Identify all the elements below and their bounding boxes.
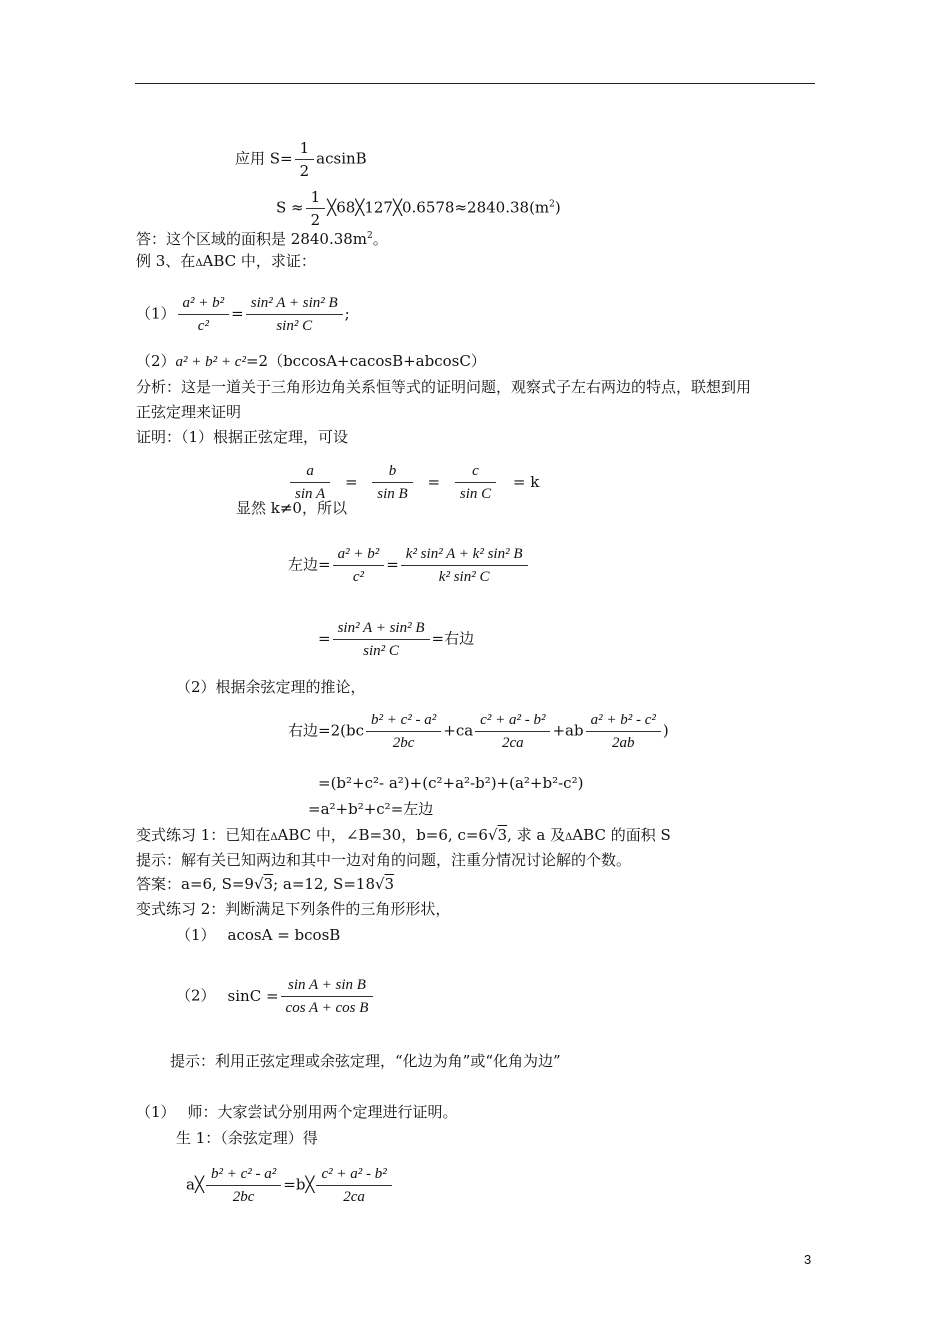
numerator: a [290,460,330,483]
fraction [372,460,412,505]
cosine-law-expansion [288,709,669,754]
denominator: 2bc [232,1189,255,1205]
sum-expansion: =(b²+c²- a²)+(c²+a²-b²)+(a²+b²-c²) [318,774,584,792]
text: = [318,629,331,648]
text: 左边= [288,555,331,574]
denominator: sin A [295,486,326,502]
text: +ca [443,721,474,740]
text: 应用 S= [235,149,293,168]
text: , 求 a 及 [507,826,566,844]
expression: a² + b² + c² [175,354,246,370]
fraction [295,137,315,182]
text: 变式练习 1：已知在 [136,826,271,844]
page-number: 3 [804,1252,812,1267]
fraction [316,1163,391,1208]
text: ABC 中，求证： [202,252,316,270]
text: =2（bccosA+cacosB+abcosC） [245,352,486,370]
superscript: 2 [549,199,555,210]
cosine-law-intro: （2）根据余弦定理的推论， [176,678,366,696]
fraction [333,617,430,662]
proof-intro: 证明：（1）根据正弦定理，可设 [136,428,349,446]
text: sinC = [227,986,279,1005]
text: +ab [552,721,584,740]
text: 。 [372,230,388,248]
denominator: 2bc [392,735,415,751]
exercise-2-item-2 [176,974,375,1019]
denominator: 2ca [343,1189,365,1205]
text: acosA = bcosB [227,926,341,944]
numerator: b [372,460,412,483]
denominator: cos A + cos B [285,1000,369,1016]
text: ) [554,198,561,217]
label: （2） [176,986,216,1005]
sum-result: =a²+b²+c²=左边 [308,800,434,818]
denominator: sin² C [276,318,313,334]
triangle-symbol: Δ [270,832,278,843]
denominator: 2 [310,211,321,229]
text: ABC 的面积 S [572,826,671,844]
left-side-derivation [288,543,530,588]
text: ╳68╳127╳0.6578≈2840.38(m [327,198,550,217]
analysis-line-1: 分析：这是一道关于三角形边角关系恒等式的证明问题，观察式子左右两边的特点，联想到用 [136,378,752,396]
fraction [306,186,326,231]
numerator: b² + c² - a² [206,1163,281,1186]
denominator: 2ab [611,735,635,751]
text: 答：这个区域的面积是 2840.38m [136,230,368,248]
fraction [178,292,230,337]
text: ABC 中， [277,826,346,844]
denominator: sin C [459,486,492,502]
claim-1 [136,292,350,337]
sqrt-sign: √ [374,875,385,893]
area-calc [276,186,561,231]
radicand: 3 [263,875,274,893]
fraction [281,974,374,1019]
teacher-line [136,1102,458,1122]
exercise-2: 变式练习 2：判断满足下列条件的三角形形状， [136,900,451,918]
fraction [366,709,441,754]
text: 师：大家尝试分别用两个定理进行证明。 [187,1103,458,1121]
student-line: 生 1：（余弦定理）得 [176,1129,318,1147]
label: （2） [136,352,176,370]
text: = [427,472,441,491]
denominator: sin² C [363,643,399,659]
numerator: 1 [306,186,326,209]
radicand: 3 [497,826,508,844]
text: = [386,555,399,574]
area-formula [235,137,367,182]
text: ; [344,304,350,323]
fraction [455,460,496,505]
text: 例 3、在 [136,252,196,270]
example-3-title [136,251,316,274]
hint-1: 提示：解有关已知两边和其中一边对角的问题，注重分情况讨论解的个数。 [136,851,632,869]
analysis-line-2: 正弦定理来证明 [136,403,242,421]
claim-2 [136,351,486,372]
triangle-symbol: Δ [195,258,203,269]
denominator: k² sin² C [438,569,490,585]
superscript: 2 [367,231,373,241]
text: B=30，b=6, c=6 [358,826,488,844]
k-nonzero-line: 显然 k≠0，所以 [236,499,347,517]
numerator: 1 [295,137,315,160]
text: ) [662,721,669,740]
denominator: 2 [299,162,310,180]
exercise-1 [136,825,671,848]
sqrt-sign: √ [253,875,264,893]
text: = [231,304,244,323]
header-rule [135,83,815,84]
fraction [401,543,528,588]
text: acsinB [316,149,367,168]
triangle-symbol: Δ [565,832,573,843]
text: 右边=2(bc [288,721,364,740]
numerator: a² + b² - c² [586,709,661,732]
denominator: 2ca [501,735,524,751]
cosine-equation [186,1163,394,1208]
text: = [344,472,358,491]
numerator: k² sin² A + k² sin² B [401,543,528,566]
hint-2: 提示：利用正弦定理或余弦定理，“化边为角”或“化角为边” [170,1052,561,1070]
numerator: c [455,460,496,483]
numerator: c² + a² - b² [475,709,550,732]
right-side-result [318,617,474,662]
radicand: 3 [384,875,395,893]
fraction [206,1163,281,1208]
text: S ≈ [276,198,304,217]
fraction [475,709,550,754]
label: （1） [176,926,216,944]
fraction [586,709,661,754]
fraction [246,292,343,337]
text: =b╳ [283,1175,315,1194]
numerator: a² + b² [333,543,385,566]
sqrt-sign: √ [487,826,498,844]
angle-symbol: ∠ [345,826,359,844]
numerator: sin A + sin B [281,974,374,997]
answer-line [136,226,388,249]
text: ; a=12, S=18 [273,875,375,893]
numerator: c² + a² - b² [316,1163,391,1186]
denominator: c² [197,318,209,334]
text: a╳ [186,1175,204,1194]
answer-1 [136,874,394,894]
fraction [333,543,385,588]
text: =右边 [431,629,475,648]
exercise-2-item-1 [176,925,340,945]
denominator: c² [352,569,364,585]
denominator: sin B [377,486,408,502]
numerator: b² + c² - a² [366,709,441,732]
numerator: sin² A + sin² B [333,617,430,640]
label: （1） [136,304,176,323]
numerator: sin² A + sin² B [246,292,343,315]
text: = k [512,472,540,491]
numerator: a² + b² [178,292,230,315]
text: 答案：a=6, S=9 [136,875,254,893]
label: （1） [136,1103,176,1121]
